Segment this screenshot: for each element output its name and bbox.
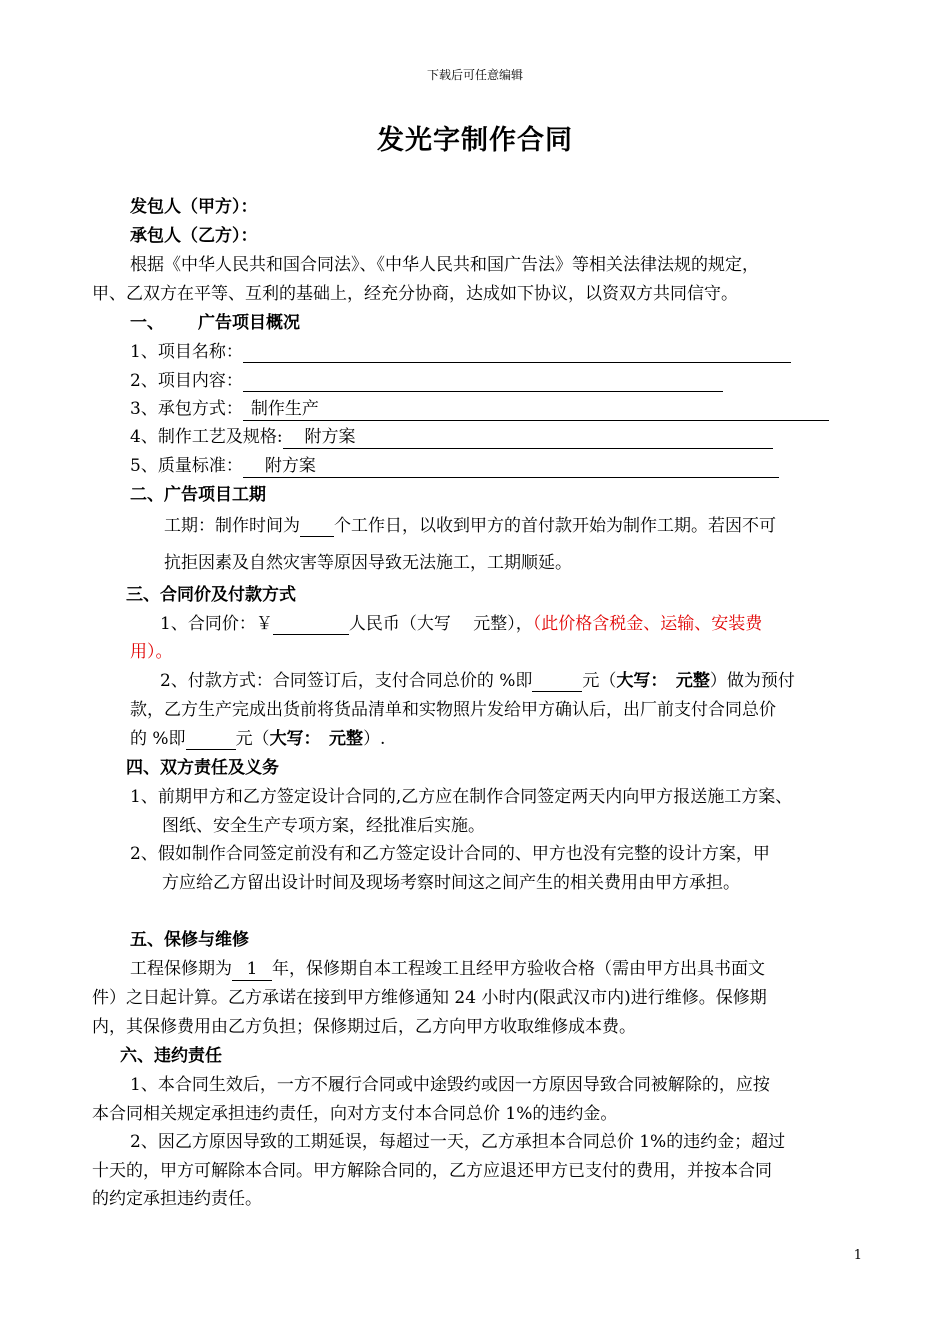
payment-text-d: ）做为预付 — [709, 671, 795, 691]
contract-price-label: 1、合同价：￥ — [160, 614, 273, 634]
duty-2-line-2: 方应给乙方留出设计时间及现场考察时间这之间产生的相关费用由甲方承担。 — [162, 873, 740, 893]
section-5-heading: 五、保修与维修 — [130, 930, 249, 950]
warranty-line-1 — [130, 958, 765, 981]
project-name-label: 1、项目名称： — [130, 342, 243, 362]
final-payment-capital-amount: 大写： 元整 — [269, 729, 364, 749]
warranty-text-b: 年，保修期自本工程竣工且经甲方验收合格（需由甲方出具书面文 — [272, 959, 765, 979]
payment-line-3 — [130, 728, 385, 750]
party-a-label: 发包人（甲方）： — [130, 197, 258, 217]
quality-standard-field[interactable] — [243, 455, 779, 478]
schedule-text-b: 个工作日，以收到甲方的首付款开始为制作工期。若因不可 — [334, 516, 776, 536]
project-content-blank[interactable] — [243, 371, 723, 392]
warranty-years-field[interactable] — [232, 958, 272, 981]
breach-1-line-2: 本合同相关规定承担违约责任，向对方支付本合同总价 1%的违约金。 — [92, 1104, 618, 1124]
warranty-line-2: 件）之日起计算。乙方承诺在接到甲方维修通知 24 小时内(限武汉市内)进行维修。保修期 — [92, 988, 767, 1008]
contract-method-field[interactable] — [243, 398, 829, 421]
final-payment-blank[interactable] — [186, 729, 236, 750]
prepayment-capital-amount: 大写： 元整 — [616, 671, 710, 691]
document-title: 发光字制作合同 — [377, 125, 573, 156]
process-spec-value: 附方案 — [304, 427, 356, 447]
warranty-years-value: 1 — [246, 959, 258, 979]
section-1-title: 广告项目概况 — [198, 313, 300, 333]
final-payment-text-a: 的 %即 — [130, 729, 186, 749]
final-payment-text-b: 元（ — [235, 729, 270, 749]
duty-1-line-2: 图纸、安全生产专项方案，经批准后实施。 — [162, 816, 485, 836]
contract-price-row — [160, 613, 762, 635]
duty-2-line-1: 2、假如制作合同签定前没有和乙方签定设计合同的、甲方也没有完整的设计方案，甲 — [130, 844, 770, 864]
warranty-text-a: 工程保修期为 — [130, 959, 232, 979]
contract-method-value: 制作生产 — [250, 399, 319, 419]
contract-price-text: 人民币（大写 元整）， — [348, 614, 533, 634]
duty-1-line-1: 1、前期甲方和乙方签定设计合同的,乙方应在制作合同签定两天内向甲方报送施工方案、 — [130, 787, 793, 807]
project-content-label: 2、项目内容： — [130, 371, 243, 391]
contract-method-label: 3、承包方式： — [130, 399, 243, 419]
section-1-number: 一、 — [130, 313, 164, 333]
section-6-heading: 六、违约责任 — [120, 1046, 222, 1066]
final-payment-text-d: ）. — [363, 729, 386, 749]
quality-standard-label: 5、质量标准： — [130, 456, 243, 476]
process-spec-field[interactable] — [283, 426, 773, 449]
prepayment-amount-blank[interactable] — [532, 671, 582, 692]
breach-2-line-2: 十天的，甲方可解除本合同。甲方解除合同的，乙方应退还甲方已支付的费用，并按本合同 — [92, 1161, 772, 1181]
process-spec-row — [130, 426, 773, 449]
section-4-heading: 四、双方责任及义务 — [126, 758, 279, 778]
project-name-row — [130, 341, 791, 363]
party-b-label: 承包人（乙方）： — [130, 226, 258, 246]
payment-text-a: 2、付款方式：合同签订后，支付合同总价的 %即 — [160, 671, 533, 691]
breach-1-line-1: 1、本合同生效后，一方不履行合同或中途毁约或因一方原因导致合同被解除的，应按 — [130, 1075, 770, 1095]
intro-line-2: 甲、乙双方在平等、互利的基础上，经充分协商，达成如下协议，以资双方共同信守。 — [92, 284, 738, 304]
schedule-line-2: 抗拒因素及自然灾害等原因导致无法施工，工期顺延。 — [164, 553, 572, 573]
price-note-continued: 用）。 — [130, 642, 173, 662]
section-1-heading — [130, 312, 300, 334]
payment-line-1 — [160, 670, 795, 692]
section-3-heading: 三、合同价及付款方式 — [126, 585, 296, 605]
payment-text-b: 元（ — [582, 671, 617, 691]
project-name-blank[interactable] — [243, 342, 791, 363]
work-days-blank[interactable] — [300, 516, 334, 537]
intro-line-1: 根据《中华人民共和国合同法》、《中华人民共和国广告法》等相关法律法规的规定， — [130, 255, 759, 275]
page-header-note: 下载后可任意编辑 — [426, 68, 523, 82]
quality-standard-value: 附方案 — [264, 456, 316, 476]
schedule-line-1 — [164, 515, 776, 537]
breach-2-line-3: 的约定承担违约责任。 — [92, 1189, 262, 1209]
price-note: （此价格含税金、运输、安装费 — [532, 614, 763, 634]
project-content-row — [130, 370, 723, 392]
page-number: 1 — [853, 1248, 862, 1263]
contract-method-row — [130, 398, 829, 421]
contract-price-blank[interactable] — [273, 614, 349, 635]
warranty-line-3: 内，其保修费用由乙方负担；保修期过后，乙方向甲方收取维修成本费。 — [92, 1017, 636, 1037]
process-spec-label: 4、制作工艺及规格: — [130, 427, 283, 447]
quality-standard-row — [130, 455, 779, 478]
section-2-heading: 二、广告项目工期 — [130, 485, 266, 505]
payment-line-2: 款，乙方生产完成出货前将货品清单和实物照片发给甲方确认后，出厂前支付合同总价 — [130, 700, 776, 720]
schedule-text-a: 工期：制作时间为 — [164, 516, 300, 536]
breach-2-line-1: 2、因乙方原因导致的工期延误，每超过一天，乙方承担本合同总价 1%的违约金；超过 — [130, 1132, 786, 1152]
